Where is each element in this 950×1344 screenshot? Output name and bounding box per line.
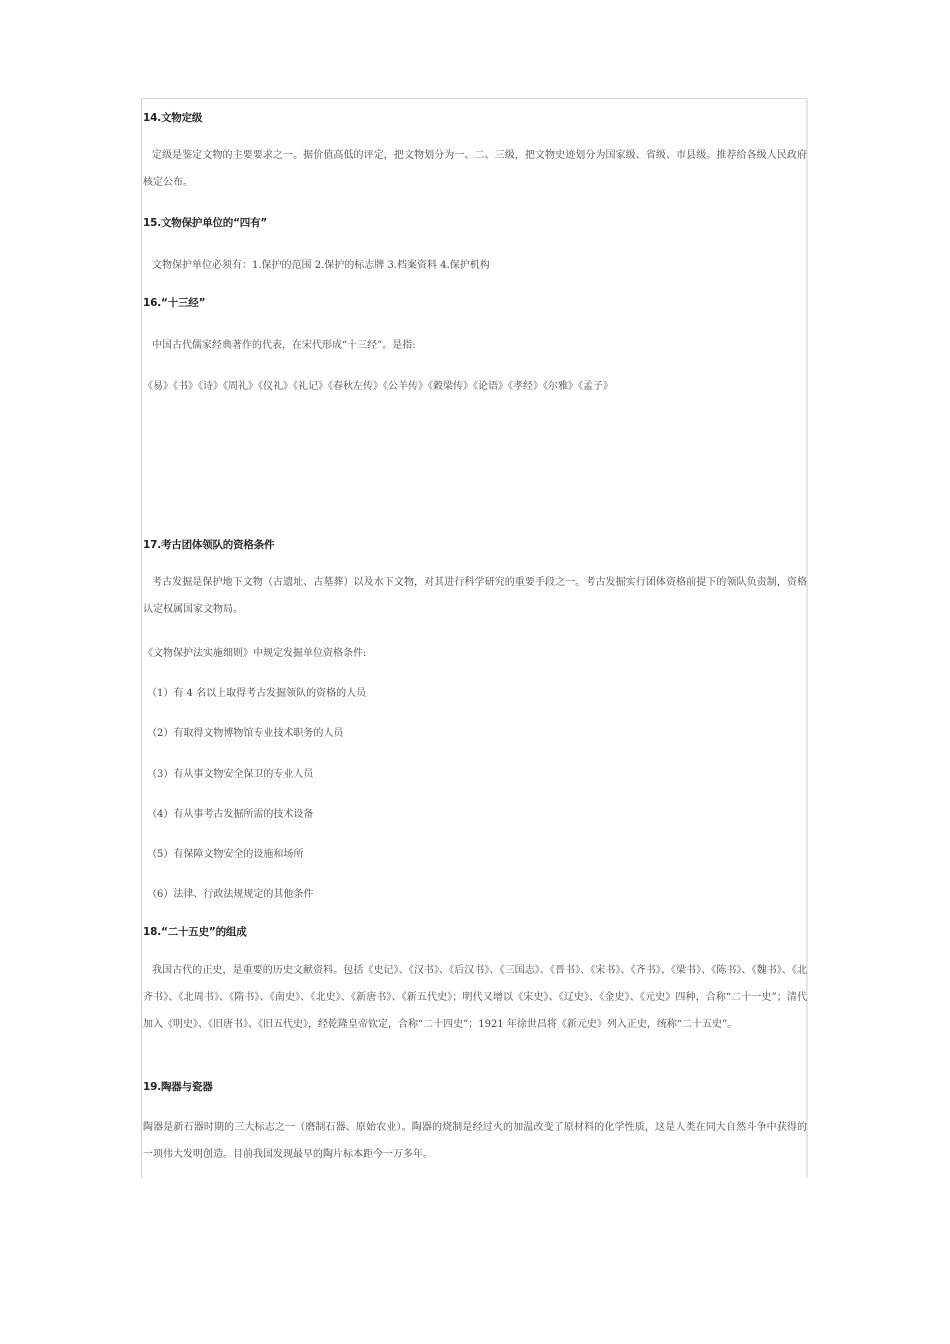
section-19-heading: 19.陶器与瓷器 [143,1081,213,1093]
section-14-paragraph: 定级是鉴定文物的主要要求之一。据价值高低的评定，把文物划分为一、二、三级，把文物史迹划分为国家级、省级、市县级。推荐给各级人民政府核定公布。 [143,150,807,188]
condition-item: （6）法律、行政法规规定的其他条件 [147,889,314,900]
condition-item: （3）有从事文物安全保卫的专业人员 [147,769,314,780]
section-14-heading: 14.文物定级 [143,112,203,124]
section-15-paragraph: 文物保护单位必须有：1.保护的范围 2.保护的标志牌 3.档案资料 4.保护机构 [152,260,490,271]
condition-item: （1）有 4 名以上取得考古发掘领队的资格的人员 [147,688,367,699]
thirteen-classics-list: 《易》《书》《诗》《周礼》《仪礼》《礼记》《春秋左传》《公羊传》《穀梁传》《论语》《孝经》《尔雅》《孟子》 [143,381,613,392]
section-18-paragraph: 我国古代的正史，是重要的历史文献资料。包括《史记》、《汉书》、《后汉书》、《三国志》、《晋书》、《宋书》、《齐书》、《梁书》、《陈书》、《魏书》、《北齐书》、《北周书》、《隋书》、《南史》、《北史》、《新唐书》、《新五代史》；明代又增以《宋史》、《辽史》、《金史》、《元史》四种，合称“二十一史”；清代加入《明史》、《旧唐书》、《旧五代史》，经乾隆皇帝钦定，合称“二十四史”；1921 年徐世昌将《新元史》列入正史，统称“二十五史”。 [143,965,807,1030]
condition-item: （4）有从事考古发掘所需的技术设备 [147,809,314,820]
section-17-paragraph: 考古发掘是保护地下文物（古遗址、古墓葬）以及水下文物，对其进行科学研究的重要手段之一。考古发掘实行团体资格前提下的领队负责制，资格认定权属国家文物局。 [143,577,807,615]
condition-item: （5）有保障文物安全的设施和场所 [147,849,304,860]
condition-item: （2）有取得文物博物馆专业技术职务的人员 [147,728,344,739]
section-16-paragraph: 中国古代儒家经典著作的代表，在宋代形成“十三经”。是指: [152,340,416,351]
section-15-heading: 15.文物保护单位的“四有” [143,217,268,229]
section-18-heading: 18.“二十五史”的组成 [143,926,247,938]
section-17-rules-intro: 《文物保护法实施细则》中规定发掘单位资格条件: [143,648,367,659]
section-16-heading: 16.“十三经” [143,297,206,309]
section-19-paragraph: 陶器是新石器时期的三大标志之一（磨制石器、原始农业）。陶器的烧制是经过火的加温改变了原材料的化学性质，这是人类在同大自然斗争中获得的一项伟大发明创造。目前我国发现最早的陶片标本距今一万多年。 [143,1122,807,1160]
section-17-heading: 17.考古团体领队的资格条件 [143,539,275,551]
